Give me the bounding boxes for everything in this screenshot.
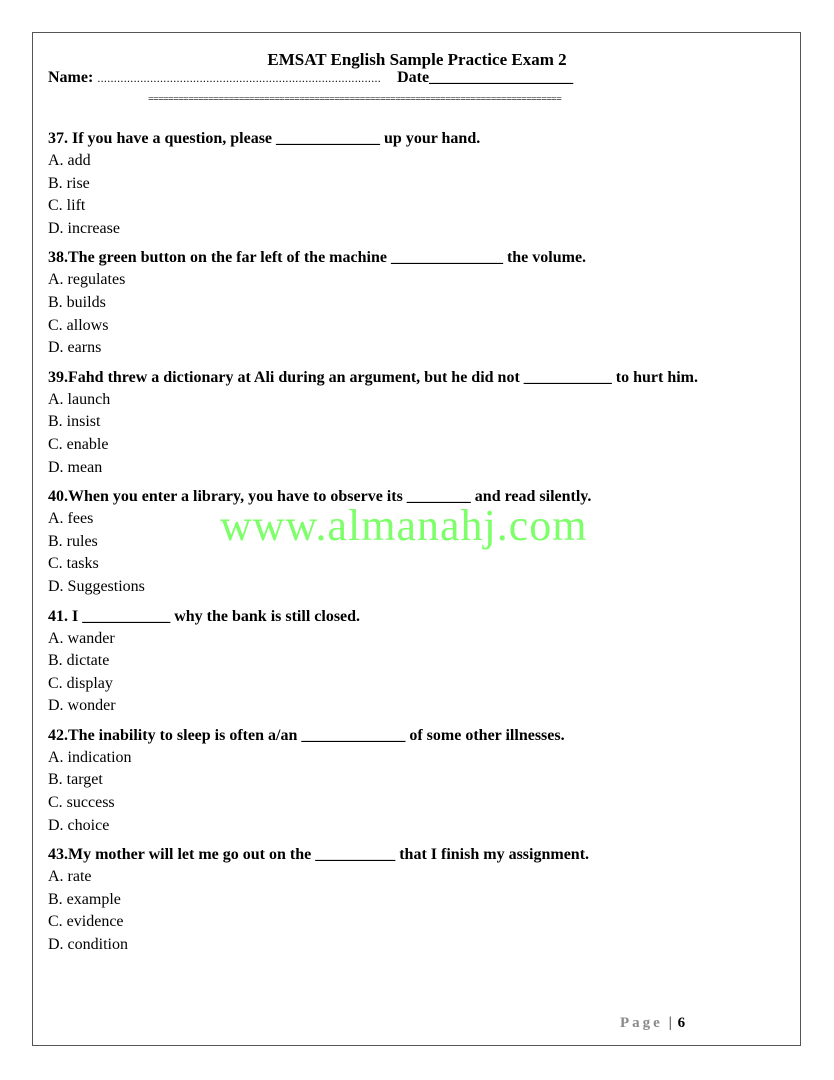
page-number: 6: [677, 1015, 686, 1031]
page-title: EMSAT English Sample Practice Exam 2: [267, 50, 567, 69]
option-a: A. add: [48, 152, 91, 169]
question-text: 43.My mother will let me go out on the __________ that I finish my assignment.: [48, 846, 590, 864]
question-37: [48, 128, 788, 240]
option-a: A. regulates: [48, 271, 126, 289]
option-a: A. wander: [48, 629, 115, 647]
option-c: C. enable: [48, 435, 109, 453]
question-text: 42.The inability to sleep is often a/an _____________ of some other illnesses.: [48, 726, 565, 744]
option-b: B. dictate: [48, 652, 110, 670]
option-c: C. success: [48, 794, 115, 812]
name-label: Name:: [48, 69, 94, 86]
option-c: C. tasks: [48, 555, 99, 573]
question-43: [48, 844, 788, 956]
option-d: D. wonder: [48, 697, 116, 715]
question-42: [48, 725, 788, 837]
option-b: B. rules: [48, 532, 98, 550]
option-d: D. mean: [48, 458, 103, 476]
option-a: A. rate: [48, 868, 92, 886]
option-b: B. builds: [48, 293, 106, 311]
page-footer: [620, 1015, 685, 1032]
question-text: 38.The green button on the far left of the machine ______________ the volume.: [48, 249, 587, 267]
question-39: [48, 367, 788, 479]
watermark: www.almanahj.com: [220, 501, 588, 550]
option-b: B. rise: [48, 174, 90, 192]
option-b: B. target: [48, 771, 103, 789]
name-date-line: [48, 69, 573, 87]
option-b: B. example: [48, 890, 121, 908]
option-d: D. increase: [48, 219, 120, 237]
option-a: A. indication: [48, 748, 132, 766]
option-d: D. choice: [48, 816, 110, 834]
header-separator: ==================================================================================: [148, 94, 562, 105]
option-a: A. launch: [48, 390, 111, 408]
option-d: D. earns: [48, 339, 102, 357]
option-c: C. evidence: [48, 913, 124, 931]
page-label: Page: [620, 1015, 663, 1031]
date-label: Date__________________: [397, 69, 574, 86]
question-41: [48, 606, 788, 718]
option-d: D. condition: [48, 936, 128, 954]
question-text: 40.When you enter a library, you have to observe its ________ and read silently.: [48, 488, 592, 506]
name-blank: ......................................................................................: [97, 71, 382, 85]
footer-divider: |: [668, 1015, 672, 1031]
option-b: B. insist: [48, 413, 101, 431]
question-text: 39.Fahd threw a dictionary at Ali during an argument, but he did not ___________ to hurt him.: [48, 368, 698, 386]
option-c: C. lift: [48, 197, 86, 215]
option-d: D. Suggestions: [48, 577, 145, 595]
option-c: C. display: [48, 674, 113, 692]
option-c: C. allows: [48, 316, 109, 334]
question-text: 41. I ___________ why the bank is still closed.: [48, 607, 361, 625]
question-38: [48, 247, 788, 359]
option-a: A. fees: [48, 510, 94, 528]
question-text: 37. If you have a question, please _____________ up your hand.: [48, 130, 481, 147]
